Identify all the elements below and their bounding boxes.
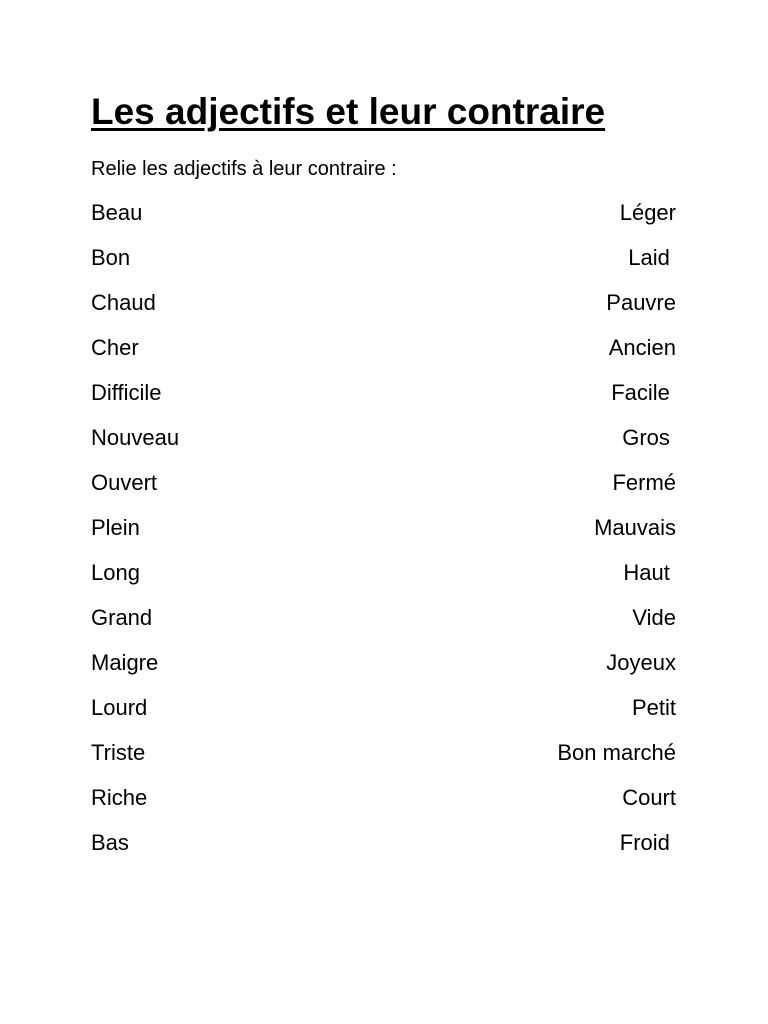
adjective-left: Ouvert [91, 470, 158, 495]
adjective-right: Bon marché [557, 740, 676, 765]
page-title: Les adjectifs et leur contraire [91, 91, 606, 132]
pair-row [91, 693, 676, 738]
pair-row [91, 513, 676, 558]
pair-row [91, 603, 676, 648]
adjective-right: Court [622, 785, 676, 810]
adjective-left: Difficile [91, 380, 162, 405]
adjective-left: Triste [91, 740, 146, 765]
pair-row [91, 288, 676, 333]
adjective-right: Facile [611, 380, 676, 405]
pair-row [91, 243, 676, 288]
pair-row [91, 378, 676, 423]
pair-row [91, 558, 676, 603]
adjective-right: Haut [623, 560, 676, 585]
adjective-left: Riche [91, 785, 148, 810]
adjective-right: Vide [632, 605, 676, 630]
adjective-left: Cher [91, 335, 139, 360]
pair-row [91, 468, 676, 513]
pair-row [91, 423, 676, 468]
adjective-right: Ancien [608, 335, 676, 360]
adjective-left: Long [91, 560, 140, 585]
adjective-left: Bas [91, 830, 129, 855]
pair-row [91, 738, 676, 783]
adjective-left: Maigre [91, 650, 159, 675]
adjective-right: Gros [622, 425, 676, 450]
adjective-right: Mauvais [594, 515, 676, 540]
pair-row [91, 333, 676, 378]
pair-row [91, 783, 676, 828]
adjective-right: Léger [619, 200, 676, 225]
adjective-right: Pauvre [606, 290, 676, 315]
adjective-left: Grand [91, 605, 153, 630]
pair-row [91, 648, 676, 693]
adjective-left: Lourd [91, 695, 148, 720]
adjective-left: Bon [91, 245, 131, 270]
adjective-pairs-list [91, 198, 676, 873]
adjective-right: Joyeux [606, 650, 676, 675]
adjective-right: Fermé [612, 470, 676, 495]
adjective-left: Plein [91, 515, 140, 540]
pair-row [91, 198, 676, 243]
adjective-left: Nouveau [91, 425, 180, 450]
adjective-right: Laid [628, 245, 676, 270]
pair-row [91, 828, 676, 873]
adjective-right: Petit [631, 695, 676, 720]
adjective-left: Chaud [91, 290, 156, 315]
instruction-text: Relie les adjectifs à leur contraire : [91, 158, 397, 180]
adjective-right: Froid [619, 830, 676, 855]
adjective-left: Beau [91, 200, 143, 225]
